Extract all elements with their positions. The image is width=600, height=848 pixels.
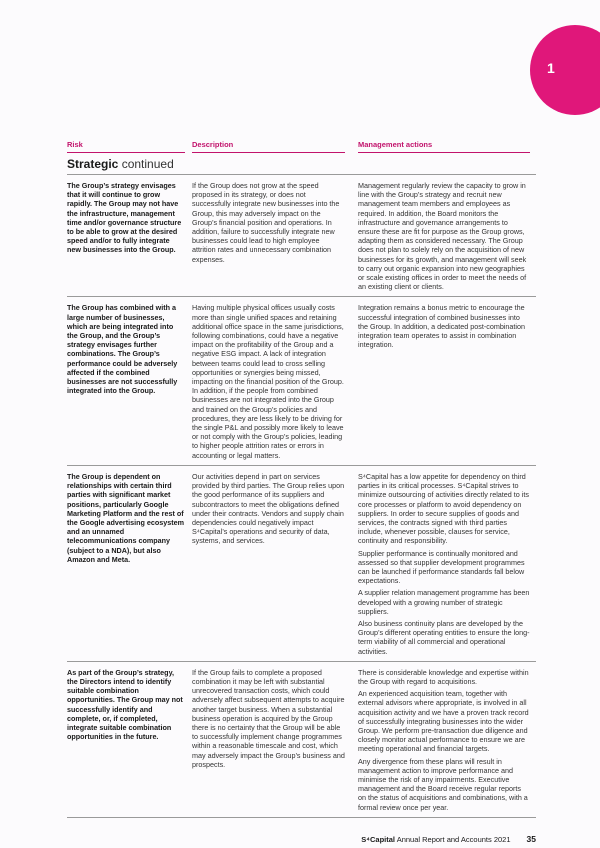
management-actions	[358, 181, 530, 291]
risk-text: As part of the Group’s strategy, the Directors intend to identify suitable combination opportunities. The Group may not successfully identify and complete, or, if completed, integrate suitable combination opportunities in the future.	[67, 667, 183, 742]
management-paragraph: Integration remains a bonus metric to encourage the successful integration of combined businesses into the Group. In addition, a dedicated post-combination integration team operates to assist in combination integration.	[358, 303, 526, 350]
footer-title: Annual Report and Accounts 2021	[396, 834, 511, 844]
description-text: If the Group does not grow at the speed proposed in its strategy, or does not successfully integrate new businesses into the Group, this may adversely impact on the Group’s financial position and operations. In addition, failure to successfully integrate new businesses could lead to high employee attrition rates and unnecessary combination expenses.	[192, 181, 340, 264]
management-paragraph: S⁴Capital has a low appetite for dependency on third parties in its critical processes. S⁴Capital strives to minimize outsourcing of activities directly related to its core processes or platform to avoid dependency on suppliers. In order to secure supplies of goods and services, the contracts signed with third parties include, whenever possible, clauses for service, continuity and responsibility.	[358, 471, 529, 546]
risk-row	[67, 297, 536, 465]
footer-brand: S⁴Capital	[361, 834, 396, 844]
section-title-main: Strategic	[67, 157, 119, 171]
management-paragraph: Any divergence from these plans will result in management action to improve performance and minimise the risk of any impairments. Executive management and the Board receive regular reports on the status of acquisitions and combinations, with a formal review once per year.	[358, 756, 528, 812]
management-paragraph: Also business continuity plans are developed by the Group’s different operating entities to ensure the long-term viability of all commercial and operational activities.	[358, 618, 530, 656]
risk-row	[67, 466, 536, 662]
page-number: 35	[526, 833, 536, 844]
management-actions	[358, 668, 530, 812]
section-tab[interactable]	[530, 25, 600, 115]
column-header-management: Management actions	[358, 140, 530, 153]
management-actions	[358, 303, 530, 459]
section-title-suffix: continued	[121, 157, 174, 171]
column-header-risk: Risk	[67, 140, 185, 153]
column-headers	[67, 140, 536, 153]
management-paragraph: There is considerable knowledge and expertise within the Group with regard to acquisitions.	[358, 667, 529, 686]
management-actions	[358, 472, 530, 656]
footer	[67, 834, 536, 844]
description-text: Having multiple physical offices usually costs more than single unified spaces and retaining additional office space in the same jurisdictions, following combinations, could have a negative impact on the profitability of the Group and a negative ESG impact. A lack of integration between teams could lead to cross selling opportunities or synergies being missed, impacting on the financial position of the Group. In addition, if the people from combined businesses are not integrated into the Group and trained on the Group’s policies and procedures, they are less likely to be driving for the single P&L and possibly more likely to leave or not comply with the Group’s policies, leading to higher people attrition rates or errors in accounting or legal matters.	[192, 303, 344, 460]
risk-table-page	[67, 140, 536, 844]
risk-row	[67, 662, 536, 818]
section-number: 1	[547, 60, 555, 76]
management-paragraph: Management regularly review the capacity to grow in line with the Group’s strategy and recruit new management team members and employees as required. In addition, the Board monitors the infrastructure and governance arrangements to ensure these are fit for purpose as the Group grows, adapting them as considered necessary. The Group does not plan to solely rely on the acquisition of new businesses for its growth, and management will seek to carry out organic expansion into new geographies or scale existing offices in order to meet the needs of an existing client or clients.	[358, 181, 527, 292]
risk-text: The Group has combined with a large number of businesses, which are being integrated into the Group, and the Group’s strategy envisages further combinations. The Group’s performance could be adversely affected if the combined businesses are not successfully integrated into the Group.	[67, 303, 178, 396]
risk-row	[67, 175, 536, 297]
column-header-description: Description	[192, 140, 345, 153]
section-title	[67, 157, 536, 175]
management-paragraph: An experienced acquisition team, together with external advisors where appropriate, is involved in all acquisition activity and we have a proven track record of successfully integrating businesses into the wider Group. We perform pre-transaction due diligence and closely monitor actual performance to ensure we are meeting operational and financial targets.	[358, 689, 529, 754]
description-text: Our activities depend in part on services provided by third parties. The Group relies upon the good performance of its suppliers and subcontractors to meet the obligations defined under their contracts. Vendors and supply chain dependencies could negatively impact S⁴Capital’s operations and security of data, systems, and services.	[192, 471, 345, 546]
management-paragraph: A supplier relation management programme has been developed with a growing number of strategic suppliers.	[358, 588, 530, 616]
management-paragraph: Supplier performance is continually monitored and assessed so that supplier development programmes can be launched if performance standards fall below expectations.	[358, 548, 525, 586]
risk-text: The Group is dependent on relationships with certain third parties with significant market positions, particularly Google Marketing Platform and the rest of the Google advertising ecosystem and an unnamed telecommunications company (subject to a NDA), but also Amazon and Meta.	[67, 471, 185, 564]
risk-text: The Group’s strategy envisages that it will continue to grow rapidly. The Group may not have the infrastructure, management time and/or governance structure to be able to grow at the desired speed and/or to fully integrate new businesses into the Group.	[67, 181, 182, 255]
description-text: If the Group fails to complete a proposed combination it may be left with substantial unrecovered transaction costs, which could adversely affect subsequent attempts to acquire another target business. When a substantial business operation is acquired by the Group there is no certainty that the Group will be able to successfully implement change programmes within a reasonable timescale and cost, which may adversely impact the Group’s business and prospects.	[192, 667, 345, 769]
footer-label	[361, 835, 510, 844]
